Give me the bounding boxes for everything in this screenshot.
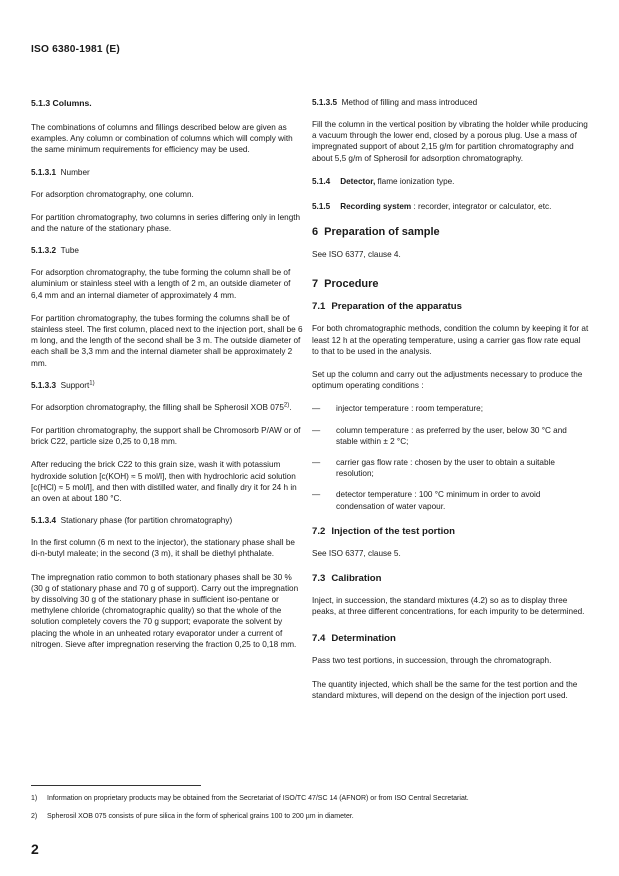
section-6-heading [312,226,589,238]
list-item-text: carrier gas flow rate : chosen by the user to obtain a suitable resolution; [336,458,555,479]
section-title: Injection of the test portion [331,525,455,537]
paragraph: For both chromatographic methods, condition the column by keeping it for at least 12 h at the operating temperature, using a carrier gas flow rate equal to that to be used in the analysis. [312,324,589,356]
section-5-1-3-body: The combinations of columns and fillings described below are given as examples. Any column or combination of columns which will comply with the same minimum requirements for efficiency may be used. [31,123,293,155]
section-title: Stationary phase (for partition chromatography) [60,516,233,526]
section-7-3-heading [312,573,589,584]
section-7-heading [312,278,589,290]
paragraph: After reducing the brick C22 to this grain size, wash it with potassium hydroxide solution [c(KOH) ≈ 5 mol/l], then with hydrochloric acid solution [c(HCl) ≈ 5 mol/l], and then with distilled water, and finally dry it for 24 h in an oven at about 180 °C. [31,460,297,504]
text: . [289,402,292,412]
section-number: 7.4 [312,633,326,645]
section-7-4-heading [312,633,589,644]
paragraph: For partition chromatography, the support shall be Chromosorb P/AW or of brick C22, particle size 0,25 to 0,18 mm. [31,426,301,447]
section-title: Method of filling and mass introduced [341,98,478,107]
paragraph: For adsorption chromatography, the tube forming the column shall be of aluminium or stainless steel with a length of 2 m, an outside diameter of 6,4 mm and an internal diameter of approximately 4 mm. [31,268,291,300]
list-item [312,457,589,479]
section-number: 5.1.3.5 [312,98,338,107]
left-column [31,98,303,662]
footnote-ref: 2) [283,402,290,409]
section-title: Determination [331,633,396,645]
section-7-1-heading [312,301,589,312]
page-number: 2 [31,841,39,857]
section-5-1-3-4-heading [31,516,303,525]
section-number: 5.1.4 [312,176,331,186]
list-item-text: column temperature : as preferred by the user, below 30 °C and stable within ± 2 °C; [336,425,567,446]
section-title: Procedure [324,278,379,291]
section-number: 7.3 [312,573,326,585]
footnote-ref: 1) [89,380,95,387]
dash: — [312,425,321,435]
section-7-2-heading [312,526,589,537]
section-number: 5.1.3.4 [31,516,57,526]
section-5-1-4 [312,176,589,187]
list-item-text: detector temperature : 100 °C minimum in order to avoid condensation of water vapour. [336,490,541,511]
footnote-number: 2) [31,813,38,820]
footnotes [31,794,591,830]
right-column [312,98,589,713]
section-5-1-3-1-heading [31,168,303,177]
paragraph: The impregnation ratio common to both stationary phases shall be 30 % (30 g of stationary phase and 70 g of support). Carry out the impregnation by dissolving 30 g of the stationary phase in sufficient iso-pentane or methylene chloride (chromatographic quality) so that the whole of the solution completely covers the 70 g support; evaporate the solvent by placing the whole in an unheated rotary evaporator under a current of nitrogen. Sieve after impregnation reserving the fraction 0,25 to 0,18 mm. [31,572,299,649]
dash: — [312,458,321,468]
paragraph: In the first column (6 m next to the injector), the stationary phase shall be di-n-butyl maleate; in the second (3 m), it shall be diethyl phthalate. [31,538,295,559]
section-5-1-5 [312,201,589,212]
section-title: Preparation of the apparatus [331,301,462,313]
list-item-text: injector temperature : room temperature; [336,404,483,414]
section-number: 6 [312,226,319,239]
section-text: flame ionization type. [375,176,455,186]
dash: — [312,404,321,414]
footnote [31,812,591,822]
section-number: 5.1.3.3 [31,380,57,390]
footnote [31,794,591,804]
section-5-1-3-heading: 5.1.3 Columns. [31,98,92,108]
list-item [312,403,589,414]
paragraph: The quantity injected, which shall be the same for the test portion and the standard mixtures, will depend on the design of the injection port used. [312,679,578,700]
paragraph: Pass two test portions, in succession, through the chromatograph. [312,656,552,666]
list-item [312,425,589,447]
paragraph: Inject, in succession, the standard mixtures (4.2) so as to display three peaks, at three different concentrations, for each impurity to be determined. [312,596,585,617]
section-label: Detector, [340,176,376,186]
section-title: Calibration [331,573,382,585]
section-label: Recording system [340,202,412,212]
paragraph: See ISO 6377, clause 5. [312,548,401,558]
paragraph: Set up the column and carry out the adjustments necessary to produce the optimum operating conditions : [312,370,583,391]
text: For adsorption chromatography, the filling shall be Spherosil XOB 075 [31,402,284,412]
section-title: Preparation of sample [324,226,440,239]
section-5-1-3-3-heading [31,381,303,390]
section-text: : recorder, integrator or calculator, etc. [411,202,552,212]
paragraph: Fill the column in the vertical position by vibrating the holder while producing a vacuum through the lower end, closed by a porous plug. Use a mass of impregnated support of about 2,15 g/m for partition chromatography and about 5,5 g/m of Spherosil for adsorption chromatography. [312,120,588,163]
section-title: Number [60,167,90,177]
dash: — [312,490,321,500]
section-5-1-3-2-heading [31,246,303,255]
section-number: 7.2 [312,525,326,537]
section-number: 7 [312,278,319,291]
footnote-text: Information on proprietary products may be obtained from the Secretariat of ISO/TC 47/SC 14 (AFNOR) or from ISO Central Secretariat. [47,795,469,802]
section-title: Tube [60,246,79,256]
section-number: 7.1 [312,301,326,313]
page-header: ISO 6380-1981 (E) [31,44,120,55]
paragraph: For adsorption chromatography, one column. [31,189,194,199]
paragraph [31,402,303,413]
list-item [312,489,589,511]
footnote-text: Spherosil XOB 075 consists of pure silica in the form of spherical grains 100 to 200 µm in diameter. [47,813,354,820]
section-5-1-3-5-heading [312,98,589,107]
section-number: 5.1.3.1 [31,167,57,177]
paragraph: For partition chromatography, two columns in series differing only in length and the nature of the stationary phase. [31,212,301,234]
section-number: 5.1.5 [312,202,331,212]
footnote-number: 1) [31,795,38,802]
paragraph: For partition chromatography, the tubes forming the columns shall be of stainless steel. The first column, placed next to the injection port, shall be 6 m long, and the length of the second shall be 3 m. The outside diameter of each shall be 3,3 mm and the internal diameter shall be approximately 2 mm. [31,313,303,368]
section-number: 5.1.3.2 [31,246,57,256]
footnote-divider [31,785,201,786]
section-title: Support [60,380,90,390]
paragraph: See ISO 6377, clause 4. [312,250,401,260]
